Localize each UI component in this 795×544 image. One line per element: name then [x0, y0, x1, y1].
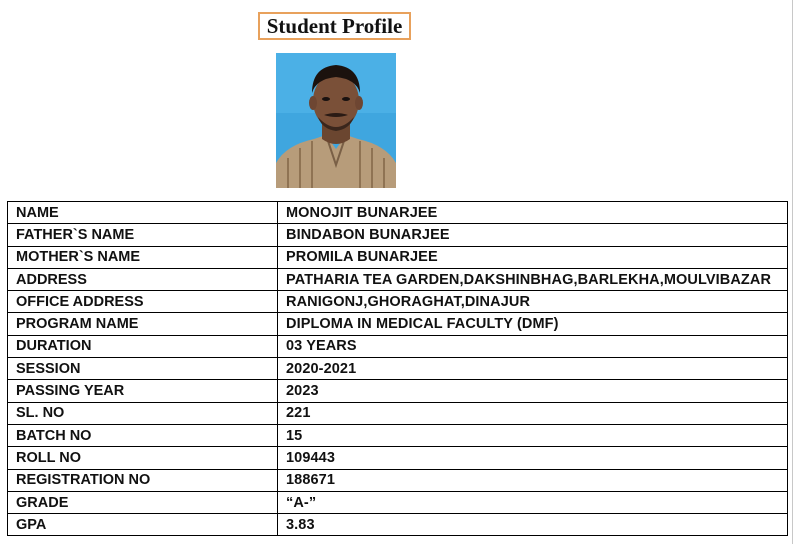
field-value: MONOJIT BUNARJEE	[278, 202, 788, 224]
page-title: Student Profile	[258, 12, 411, 40]
field-label: GPA	[8, 514, 278, 536]
field-value: PROMILA BUNARJEE	[278, 246, 788, 268]
profile-table	[7, 201, 788, 536]
field-value: 2023	[278, 380, 788, 402]
field-label: PROGRAM NAME	[8, 313, 278, 335]
field-value: 109443	[278, 447, 788, 469]
table-row	[8, 424, 788, 446]
table-row	[8, 514, 788, 536]
field-label: BATCH NO	[8, 424, 278, 446]
field-label: FATHER`S NAME	[8, 224, 278, 246]
field-label: REGISTRATION NO	[8, 469, 278, 491]
table-row	[8, 335, 788, 357]
table-row	[8, 246, 788, 268]
table-row	[8, 224, 788, 246]
table-row	[8, 447, 788, 469]
table-row	[8, 491, 788, 513]
table-row	[8, 380, 788, 402]
student-photo	[276, 53, 396, 188]
field-label: ADDRESS	[8, 268, 278, 290]
table-row	[8, 358, 788, 380]
table-row	[8, 402, 788, 424]
field-value: 03 YEARS	[278, 335, 788, 357]
field-value: 2020-2021	[278, 358, 788, 380]
table-row	[8, 469, 788, 491]
page-edge-rule	[792, 0, 793, 544]
table-row	[8, 313, 788, 335]
field-label: SL. NO	[8, 402, 278, 424]
table-row	[8, 291, 788, 313]
field-value: PATHARIA TEA GARDEN,DAKSHINBHAG,BARLEKHA,MOULVIBAZAR	[278, 268, 788, 290]
table-row	[8, 202, 788, 224]
field-label: PASSING YEAR	[8, 380, 278, 402]
field-label: MOTHER`S NAME	[8, 246, 278, 268]
field-value: DIPLOMA IN MEDICAL FACULTY (DMF)	[278, 313, 788, 335]
field-value: RANIGONJ,GHORAGHAT,DINAJUR	[278, 291, 788, 313]
field-label: NAME	[8, 202, 278, 224]
field-label: GRADE	[8, 491, 278, 513]
field-value: 188671	[278, 469, 788, 491]
field-value: 3.83	[278, 514, 788, 536]
field-value: BINDABON BUNARJEE	[278, 224, 788, 246]
field-label: SESSION	[8, 358, 278, 380]
table-row	[8, 268, 788, 290]
field-label: ROLL NO	[8, 447, 278, 469]
field-value: 221	[278, 402, 788, 424]
field-value: 15	[278, 424, 788, 446]
field-value: “A-”	[278, 491, 788, 513]
field-label: OFFICE ADDRESS	[8, 291, 278, 313]
field-label: DURATION	[8, 335, 278, 357]
